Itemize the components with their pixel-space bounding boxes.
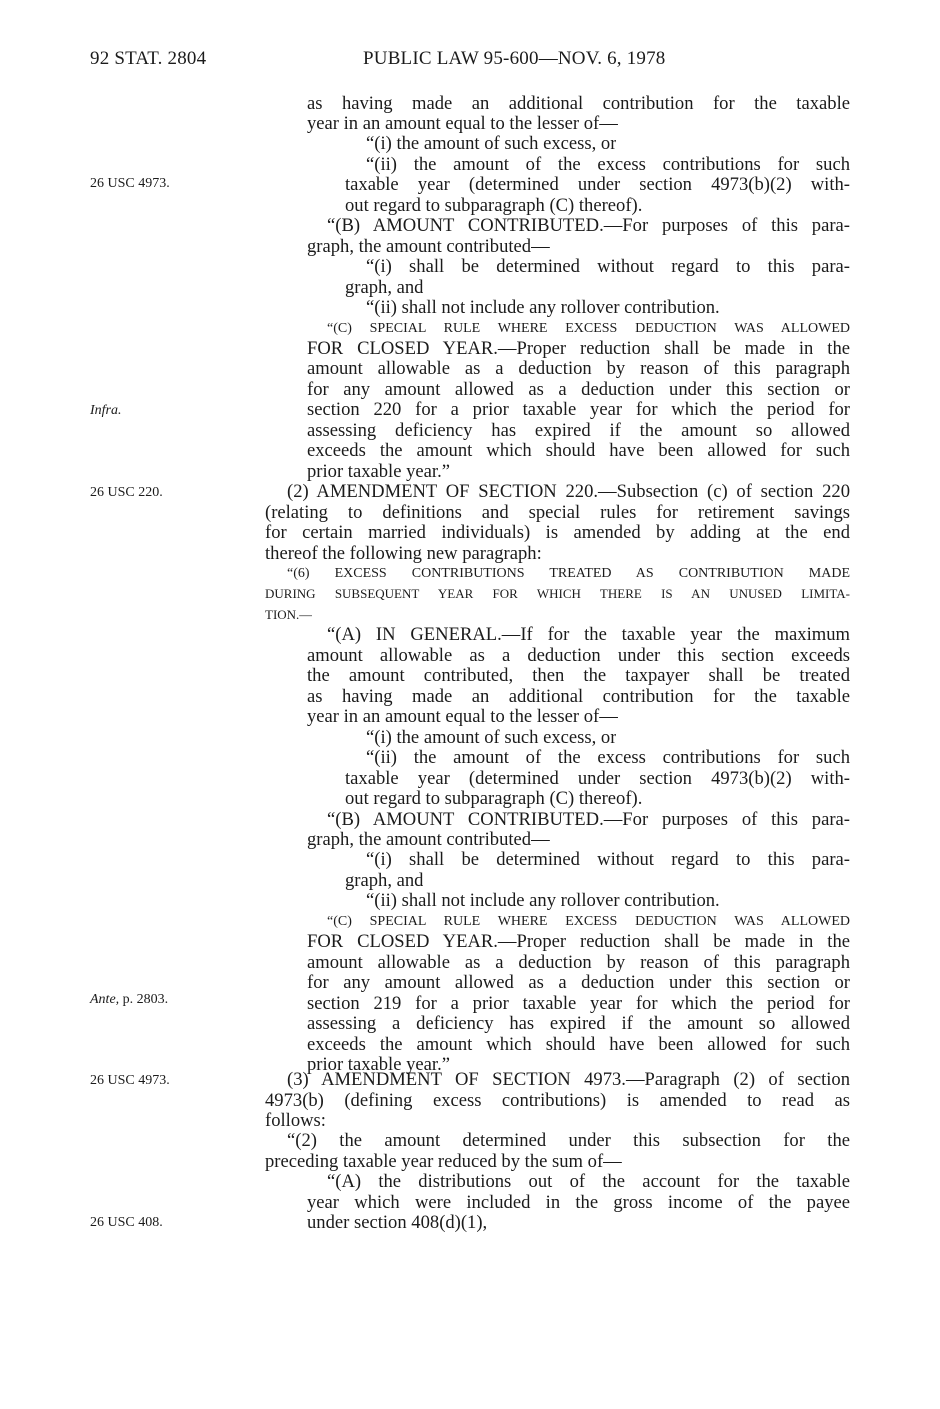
- text-line: (relating to definitions and special rules for retirement savings: [265, 503, 850, 523]
- text-line: section 220 for a prior taxable year for which the period for: [307, 400, 850, 420]
- text-line: amount allowable as a deduction by reason of this paragraph: [307, 359, 850, 379]
- text-line: (3) AMENDMENT OF SECTION 4973.—Paragraph (2) of section: [287, 1070, 850, 1090]
- text-line: “(B) AMOUNT CONTRIBUTED.—For purposes of this para-: [327, 810, 850, 830]
- text-line: “(C) SPECIAL RULE WHERE EXCESS DEDUCTION WAS ALLOWED: [327, 914, 850, 929]
- margin-note: 26 USC 4973.: [90, 1073, 170, 1088]
- text-line: graph, and: [345, 871, 424, 891]
- text-line: “(i) the amount of such excess, or: [366, 134, 617, 154]
- text-line: out regard to subparagraph (C) thereof).: [345, 789, 643, 809]
- text-line: out regard to subparagraph (C) thereof).: [345, 196, 643, 216]
- text-line: (2) AMENDMENT OF SECTION 220.—Subsection (c) of section 220: [287, 482, 850, 502]
- text-line: “(i) the amount of such excess, or: [366, 728, 617, 748]
- text-line: TION.—: [265, 607, 313, 622]
- text-line: year in an amount equal to the lesser of—: [307, 114, 618, 134]
- text-line: assessing a deficiency has expired if the amount so allowed: [307, 1014, 850, 1034]
- text-line: “(ii) shall not include any rollover contribution.: [366, 298, 720, 318]
- text-line: the amount contributed, then the taxpayer shall be treated: [307, 666, 850, 686]
- page-number: 92 STAT. 2804: [90, 48, 207, 69]
- text-line: “(ii) the amount of the excess contributions for such: [366, 748, 850, 768]
- text-line: amount allowable as a deduction under this section exceeds: [307, 646, 850, 666]
- text-line: section 219 for a prior taxable year for which the period for: [307, 994, 850, 1014]
- text-line: exceeds the amount which should have been allowed for such: [307, 441, 850, 461]
- text-line: “(A) IN GENERAL.—If for the taxable year the maximum: [327, 625, 850, 645]
- text-line: “(A) the distributions out of the account for the taxable: [327, 1172, 850, 1192]
- text-line: “(i) shall be determined without regard to this para-: [366, 850, 850, 870]
- text-line: graph, and: [345, 278, 424, 298]
- text-line: under section 408(d)(1),: [307, 1213, 488, 1233]
- text-line: “(i) shall be determined without regard to this para-: [366, 257, 850, 277]
- text-line: 4973(b) (defining excess contributions) is amended to read as: [265, 1091, 850, 1111]
- text-line: FOR CLOSED YEAR.—Proper reduction shall be made in the: [307, 932, 850, 952]
- text-line: DURING SUBSEQUENT YEAR FOR WHICH THERE IS AN UNUSED LIMITA-: [265, 586, 850, 601]
- text-line: assessing deficiency has expired if the amount so allowed: [307, 421, 850, 441]
- text-line: “(6) EXCESS CONTRIBUTIONS TREATED AS CONTRIBUTION MADE: [287, 566, 850, 581]
- margin-note: 26 USC 4973.: [90, 176, 170, 191]
- text-line: preceding taxable year reduced by the sum of—: [265, 1152, 622, 1172]
- text-line: follows:: [265, 1111, 326, 1131]
- text-line: prior taxable year.”: [307, 1055, 450, 1075]
- text-line: taxable year (determined under section 4973(b)(2) with-: [345, 769, 850, 789]
- text-line: thereof the following new paragraph:: [265, 544, 542, 564]
- text-line: “(B) AMOUNT CONTRIBUTED.—For purposes of this para-: [327, 216, 850, 236]
- margin-note: Ante, p. 2803.: [90, 992, 169, 1007]
- text-line: “(C) SPECIAL RULE WHERE EXCESS DEDUCTION WAS ALLOWED: [327, 321, 850, 336]
- text-line: graph, the amount contributed—: [307, 830, 550, 850]
- text-line: amount allowable as a deduction by reason of this paragraph: [307, 953, 850, 973]
- margin-note: Infra.: [90, 403, 122, 418]
- text-line: for any amount allowed as a deduction under this section or: [307, 380, 850, 400]
- text-line: as having made an additional contribution for the taxable: [307, 687, 850, 707]
- text-line: as having made an additional contribution for the taxable: [307, 94, 850, 114]
- text-line: year which were included in the gross income of the payee: [307, 1193, 850, 1213]
- text-line: year in an amount equal to the lesser of—: [307, 707, 618, 727]
- text-line: prior taxable year.”: [307, 462, 450, 482]
- text-line: “(2) the amount determined under this subsection for the: [287, 1131, 850, 1151]
- running-title: PUBLIC LAW 95-600—NOV. 6, 1978: [363, 48, 666, 69]
- text-line: for certain married individuals) is amended by adding at the end: [265, 523, 850, 543]
- margin-note: 26 USC 220.: [90, 485, 163, 500]
- text-line: taxable year (determined under section 4973(b)(2) with-: [345, 175, 850, 195]
- text-line: exceeds the amount which should have been allowed for such: [307, 1035, 850, 1055]
- text-line: FOR CLOSED YEAR.—Proper reduction shall be made in the: [307, 339, 850, 359]
- text-line: “(ii) the amount of the excess contributions for such: [366, 155, 850, 175]
- text-line: “(ii) shall not include any rollover contribution.: [366, 891, 720, 911]
- text-line: graph, the amount contributed—: [307, 237, 550, 257]
- text-line: for any amount allowed as a deduction under this section or: [307, 973, 850, 993]
- margin-note: 26 USC 408.: [90, 1215, 163, 1230]
